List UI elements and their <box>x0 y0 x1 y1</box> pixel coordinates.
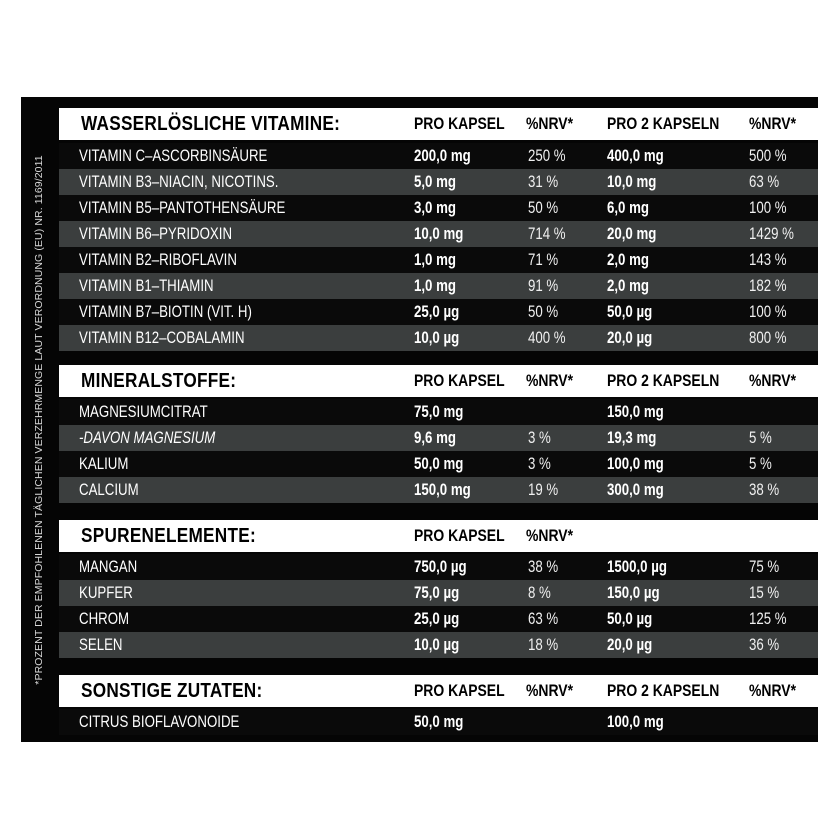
nutrient-name: VITAMIN B12–COBALAMIN <box>79 328 245 347</box>
nrv-per-2-capsules: 100 % <box>749 302 787 321</box>
amount-per-2-capsules: 20,0 µg <box>607 328 653 347</box>
table-row <box>59 425 818 451</box>
section-header <box>59 108 818 140</box>
amount-per-2-capsules: 150,0 mg <box>607 402 664 421</box>
amount-per-capsule: 1,0 mg <box>414 276 457 295</box>
nutrient-name: CHROM <box>79 609 130 628</box>
nrv-per-2-capsules: 800 % <box>749 328 787 347</box>
nrv-per-capsule: 50 % <box>528 198 559 217</box>
amount-per-capsule: 75,0 µg <box>414 583 460 602</box>
amount-per-capsule: 750,0 µg <box>414 557 467 576</box>
nrv-per-capsule: 71 % <box>528 250 559 269</box>
table-row <box>59 299 818 325</box>
amount-per-2-capsules: 2,0 mg <box>607 250 650 269</box>
amount-per-2-capsules: 150,0 µg <box>607 583 660 602</box>
section-title: SONSTIGE ZUTATEN: <box>81 680 263 702</box>
amount-per-2-capsules: 20,0 mg <box>607 224 657 243</box>
amount-per-2-capsules: 19,3 mg <box>607 428 657 447</box>
nutrient-name: VITAMIN B5–PANTOTHENSÄURE <box>79 198 286 217</box>
nutrient-name: CITRUS BIOFLAVONOIDE <box>79 712 240 731</box>
amount-per-capsule: 25,0 µg <box>414 302 460 321</box>
nrv-per-2-capsules: 15 % <box>749 583 780 602</box>
table-row <box>59 709 818 735</box>
nrv-per-capsule: 250 % <box>528 146 566 165</box>
amount-per-2-capsules: 300,0 mg <box>607 480 664 499</box>
header-per-capsule: PRO KAPSEL <box>414 371 505 390</box>
amount-per-2-capsules: 2,0 mg <box>607 276 650 295</box>
nrv-per-2-capsules: 36 % <box>749 635 780 654</box>
amount-per-2-capsules: 50,0 µg <box>607 302 653 321</box>
nutrient-name: MANGAN <box>79 557 138 576</box>
nutrient-name: VITAMIN B7–BIOTIN (VIT. H) <box>79 302 252 321</box>
amount-per-capsule: 50,0 mg <box>414 454 464 473</box>
nutrient-name: SELEN <box>79 635 123 654</box>
nutrient-name: VITAMIN B1–THIAMIN <box>79 276 214 295</box>
table-row <box>59 143 818 169</box>
header-nrv-1: %NRV* <box>526 371 574 390</box>
nutrient-name: VITAMIN B6–PYRIDOXIN <box>79 224 233 243</box>
nrv-per-2-capsules: 500 % <box>749 146 787 165</box>
nrv-per-capsule: 38 % <box>528 557 559 576</box>
header-nrv-2: %NRV* <box>749 681 797 700</box>
table-row <box>59 325 818 351</box>
header-nrv-2: %NRV* <box>749 371 797 390</box>
amount-per-capsule: 3,0 mg <box>414 198 457 217</box>
amount-per-2-capsules: 400,0 mg <box>607 146 664 165</box>
nutrition-table-panel <box>21 97 818 742</box>
amount-per-capsule: 10,0 µg <box>414 635 460 654</box>
nrv-per-2-capsules: 182 % <box>749 276 787 295</box>
nrv-per-2-capsules: 1429 % <box>749 224 794 243</box>
table-row <box>59 399 818 425</box>
section-title: MINERALSTOFFE: <box>81 370 237 392</box>
section-header <box>59 520 818 552</box>
header-per-2-capsules: PRO 2 KAPSELN <box>607 114 720 133</box>
nrv-per-capsule: 714 % <box>528 224 566 243</box>
amount-per-2-capsules: 50,0 µg <box>607 609 653 628</box>
header-nrv-2: %NRV* <box>749 114 797 133</box>
nrv-per-2-capsules: 5 % <box>749 454 772 473</box>
nrv-per-2-capsules: 75 % <box>749 557 780 576</box>
table-row <box>59 606 818 632</box>
nrv-footnote <box>23 97 55 742</box>
nutrient-name: CALCIUM <box>79 480 139 499</box>
nutrient-name: KALIUM <box>79 454 129 473</box>
nutrient-name: MAGNESIUMCITRAT <box>79 402 208 421</box>
nrv-footnote-text: *PROZENT DER EMPFOHLENEN TÄGLICHEN VERZEHRMENGE LAUT VERORDNUNG (EU) NR. 1169/2011 <box>33 154 45 685</box>
nutrient-name: KUPFER <box>79 583 133 602</box>
amount-per-capsule: 25,0 µg <box>414 609 460 628</box>
section-title: SPURENELEMENTE: <box>81 525 256 547</box>
nrv-per-2-capsules: 5 % <box>749 428 772 447</box>
nrv-per-capsule: 8 % <box>528 583 551 602</box>
nrv-per-capsule: 63 % <box>528 609 559 628</box>
nrv-per-capsule: 3 % <box>528 428 551 447</box>
header-nrv-1: %NRV* <box>526 526 574 545</box>
amount-per-capsule: 75,0 mg <box>414 402 464 421</box>
amount-per-capsule: 10,0 mg <box>414 224 464 243</box>
nutrient-name: VITAMIN B2–RIBOFLAVIN <box>79 250 237 269</box>
table-row <box>59 451 818 477</box>
header-nrv-1: %NRV* <box>526 114 574 133</box>
table-row <box>59 169 818 195</box>
table-row <box>59 554 818 580</box>
amount-per-2-capsules: 100,0 mg <box>607 454 664 473</box>
nrv-per-2-capsules: 38 % <box>749 480 780 499</box>
amount-per-2-capsules: 100,0 mg <box>607 712 664 731</box>
nrv-per-capsule: 31 % <box>528 172 559 191</box>
nrv-per-capsule: 19 % <box>528 480 559 499</box>
nrv-per-2-capsules: 143 % <box>749 250 787 269</box>
amount-per-capsule: 5,0 mg <box>414 172 457 191</box>
nrv-per-2-capsules: 125 % <box>749 609 787 628</box>
amount-per-capsule: 10,0 µg <box>414 328 460 347</box>
amount-per-2-capsules: 1500,0 µg <box>607 557 667 576</box>
amount-per-capsule: 50,0 mg <box>414 712 464 731</box>
nrv-per-2-capsules: 63 % <box>749 172 780 191</box>
amount-per-2-capsules: 20,0 µg <box>607 635 653 654</box>
header-per-capsule: PRO KAPSEL <box>414 681 505 700</box>
nutrient-name: -DAVON MAGNESIUM <box>79 428 216 447</box>
section-header <box>59 675 818 707</box>
nrv-per-capsule: 91 % <box>528 276 559 295</box>
nrv-per-capsule: 50 % <box>528 302 559 321</box>
nutrient-name: VITAMIN B3–NIACIN, NICOTINS. <box>79 172 279 191</box>
header-per-capsule: PRO KAPSEL <box>414 114 505 133</box>
section-title: WASSERLÖSLICHE VITAMINE: <box>81 113 341 135</box>
nrv-per-capsule: 400 % <box>528 328 566 347</box>
amount-per-capsule: 1,0 mg <box>414 250 457 269</box>
nrv-per-capsule: 3 % <box>528 454 551 473</box>
table-row <box>59 195 818 221</box>
nrv-per-capsule: 18 % <box>528 635 559 654</box>
amount-per-capsule: 150,0 mg <box>414 480 471 499</box>
header-per-2-capsules: PRO 2 KAPSELN <box>607 681 720 700</box>
nrv-per-2-capsules: 100 % <box>749 198 787 217</box>
amount-per-2-capsules: 6,0 mg <box>607 198 650 217</box>
table-row <box>59 221 818 247</box>
table-row <box>59 273 818 299</box>
header-per-2-capsules: PRO 2 KAPSELN <box>607 371 720 390</box>
header-per-capsule: PRO KAPSEL <box>414 526 505 545</box>
section-header <box>59 365 818 397</box>
table-row <box>59 580 818 606</box>
table-row <box>59 477 818 503</box>
table-row <box>59 632 818 658</box>
header-nrv-1: %NRV* <box>526 681 574 700</box>
nutrient-name: VITAMIN C–ASCORBINSÄURE <box>79 146 268 165</box>
table-row <box>59 247 818 273</box>
amount-per-2-capsules: 10,0 mg <box>607 172 657 191</box>
amount-per-capsule: 9,6 mg <box>414 428 457 447</box>
amount-per-capsule: 200,0 mg <box>414 146 471 165</box>
